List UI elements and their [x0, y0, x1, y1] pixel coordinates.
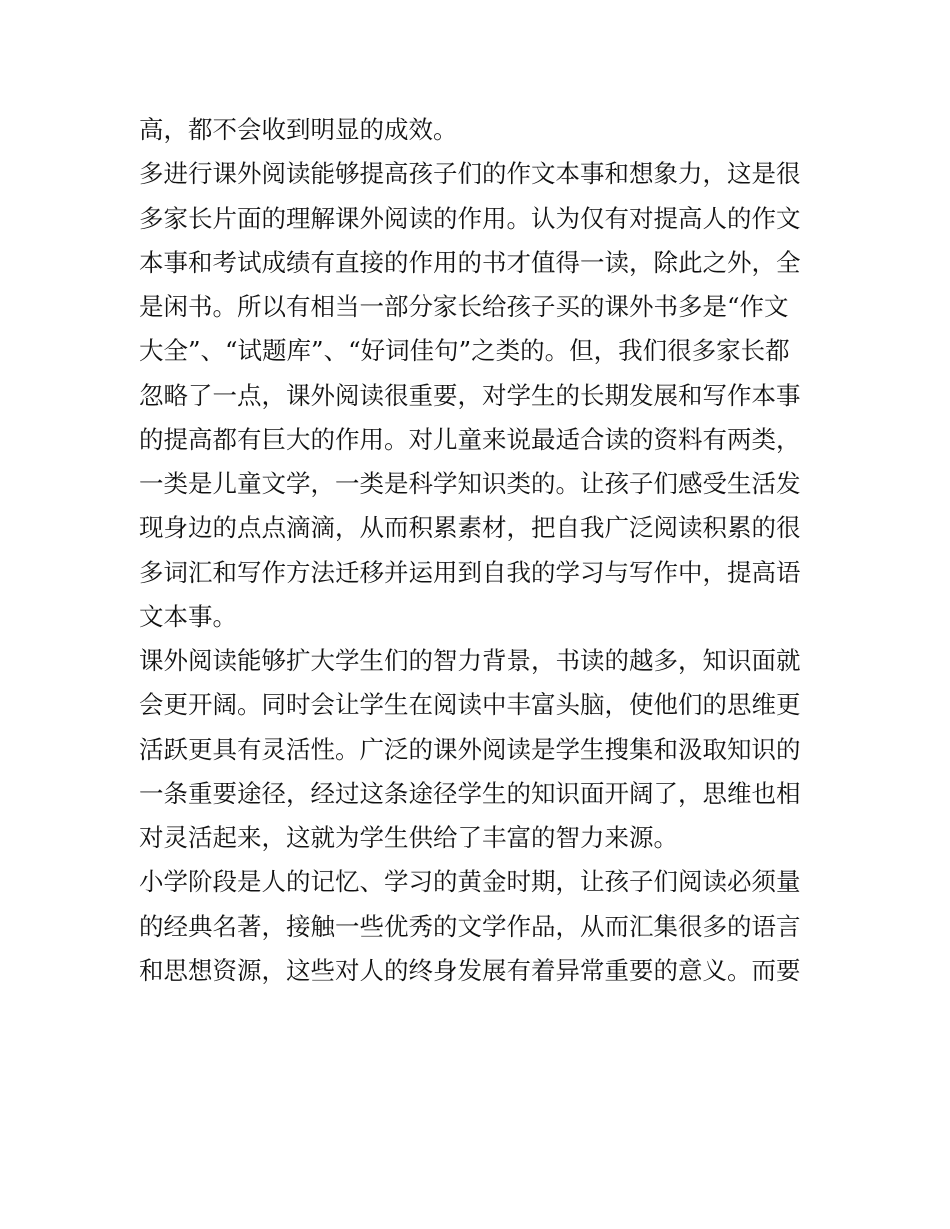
- paragraph-1: [139, 108, 819, 152]
- text-line: 现身边的点点滴滴，从而积累素材，把自我广泛阅读积累的很: [139, 513, 801, 543]
- text-line: 多进行课外阅读能够提高孩子们的作文本事和想象力，这是很: [139, 159, 801, 189]
- text-line: 是闲书。所以有相当一部分家长给孩子买的课外书多是“作文: [139, 292, 789, 321]
- paragraph-3: [139, 639, 819, 860]
- paragraph-4: [139, 860, 819, 993]
- text-line: 活跃更具有灵活性。广泛的课外阅读是学生搜集和汲取知识的: [139, 734, 801, 764]
- text-line: 小学阶段是人的记忆、学习的黄金时期，让孩子们阅读必须量: [139, 867, 801, 897]
- text-line: 多家长片面的理解课外阅读的作用。认为仅有对提高人的作文: [139, 203, 801, 233]
- text-line: 文本事。: [139, 601, 237, 631]
- text-line: 大全”、“试题库”、“好词佳句”之类的。但，我们很多家长都: [139, 336, 790, 366]
- text-line: 本事和考试成绩有直接的作用的书才值得一读，除此之外，全: [139, 247, 801, 277]
- text-line: 高，都不会收到明显的成效。: [139, 115, 458, 144]
- text-line: 和思想资源，这些对人的终身发展有着异常重要的意义。而要: [139, 955, 801, 985]
- document-body: [139, 108, 819, 993]
- text-line: 课外阅读能够扩大学生们的智力背景，书读的越多，知识面就: [139, 646, 801, 675]
- paragraph-2: [139, 152, 819, 639]
- text-line: 一条重要途径，经过这条途径学生的知识面开阔了，思维也相: [139, 778, 801, 808]
- text-line: 对灵活起来，这就为学生供给了丰富的智力来源。: [139, 823, 678, 852]
- text-line: 忽略了一点，课外阅读很重要，对学生的长期发展和写作本事: [139, 380, 801, 410]
- text-line: 的经典名著，接触一些优秀的文学作品，从而汇集很多的语言: [139, 911, 801, 941]
- text-line: 的提高都有巨大的作用。对儿童来说最适合读的资料有两类，: [139, 424, 801, 454]
- text-line: 一类是儿童文学，一类是科学知识类的。让孩子们感受生活发: [139, 469, 801, 498]
- text-line: 会更开阔。同时会让学生在阅读中丰富头脑，使他们的思维更: [139, 690, 801, 720]
- text-line: 多词汇和写作方法迁移并运用到自我的学习与写作中，提高语: [139, 557, 801, 587]
